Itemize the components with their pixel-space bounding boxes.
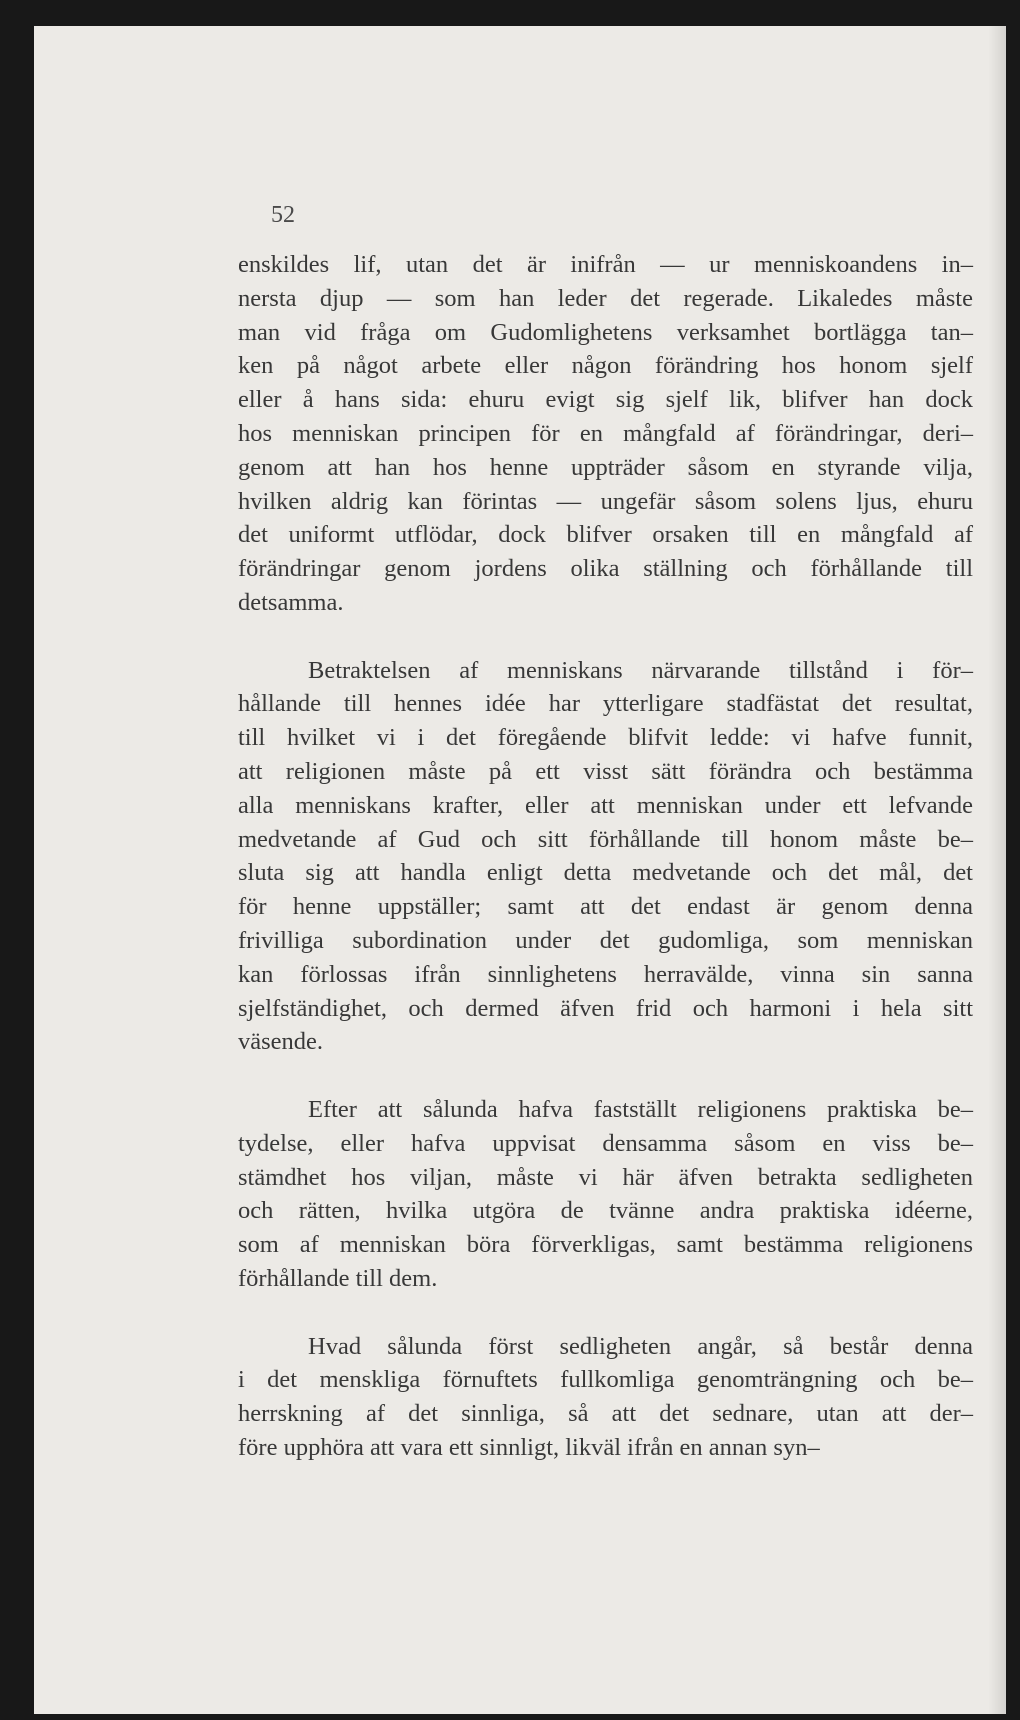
text-line: förhållande till dem.: [238, 1264, 438, 1292]
text-line: herrskning af det sinnliga, så att det sednare, utan att der–: [238, 1400, 973, 1428]
text-line: som af menniskan böra förverkligas, samt bestämma religionens: [238, 1231, 973, 1259]
text-line: förändringar genom jordens olika ställning och förhållande till: [238, 555, 973, 583]
text-line: det uniformt utflödar, dock blifver orsaken till en mångfald af: [238, 521, 973, 549]
text-line: hos menniskan principen för en mångfald af förändringar, deri–: [238, 419, 973, 447]
text-line: ken på något arbete eller någon förändring hos honom sjelf: [238, 352, 973, 380]
page-number: 52: [271, 202, 295, 228]
text-line: hållande till hennes idée har ytterligare stadfästat det resultat,: [238, 690, 973, 718]
text-line: för henne uppställer; samt att det endast är genom denna: [238, 893, 973, 921]
text-line: att religionen måste på ett visst sätt förändra och bestämma: [238, 757, 973, 785]
text-line: i det menskliga förnuftets fullkomliga genomträngning och be–: [238, 1366, 973, 1394]
text-line: alla menniskans krafter, eller att menniskan under ett lefvande: [238, 791, 973, 819]
text-line: detsamma.: [238, 588, 344, 616]
text-line: stämdhet hos viljan, måste vi här äfven betrakta sedligheten: [238, 1163, 973, 1191]
paragraph: [238, 1093, 973, 1296]
text-line: sjelfständighet, och dermed äfven frid och harmoni i hela sitt: [238, 994, 973, 1022]
paragraph-gap: [238, 1296, 973, 1330]
paragraph-gap: [238, 620, 973, 654]
text-line: tydelse, eller hafva uppvisat densamma såsom en viss be–: [238, 1129, 973, 1157]
text-line: väsende.: [238, 1028, 324, 1056]
paragraph: [238, 654, 973, 1060]
text-line: till hvilket vi i det föregående blifvit ledde: vi hafve funnit,: [238, 724, 973, 752]
text-line: sluta sig att handla enligt detta medvetande och det mål, det: [238, 859, 973, 887]
text-line: Hvad sålunda först sedligheten angår, så består denna: [308, 1332, 973, 1360]
text-line: hvilken aldrig kan förintas — ungefär såsom solens ljus, ehuru: [238, 487, 973, 515]
paragraph: [238, 1330, 973, 1465]
text-line: man vid fråga om Gudomlighetens verksamhet bortlägga tan–: [238, 318, 973, 346]
text-line: Efter att sålunda hafva fastställt religionens praktiska be–: [308, 1095, 973, 1123]
text-line: Betraktelsen af menniskans närvarande tillstånd i för–: [308, 656, 973, 684]
text-line: nersta djup — som han leder det regerade. Likaledes måste: [238, 284, 973, 312]
page-edge-shadow: [988, 26, 1006, 1714]
paragraph: [238, 248, 973, 620]
text-line: eller å hans sida: ehuru evigt sig sjelf lik, blifver han dock: [238, 386, 973, 414]
text-line: genom att han hos henne uppträder såsom en styrande vilja,: [238, 453, 973, 481]
text-line: kan förlossas ifrån sinnlighetens herravälde, vinna sin sanna: [238, 960, 973, 988]
book-page: [34, 26, 1006, 1714]
text-line: frivilliga subordination under det gudomliga, som menniskan: [238, 926, 973, 954]
paragraph-gap: [238, 1059, 973, 1093]
text-line: före upphöra att vara ett sinnligt, likväl ifrån en annan syn–: [238, 1433, 820, 1461]
text-line: enskildes lif, utan det är inifrån — ur menniskoandens in–: [238, 251, 973, 278]
page-body-text: [238, 248, 973, 1465]
text-line: medvetande af Gud och sitt förhållande till honom måste be–: [238, 825, 973, 853]
text-line: och rätten, hvilka utgöra de tvänne andra praktiska idéerne,: [238, 1197, 973, 1225]
